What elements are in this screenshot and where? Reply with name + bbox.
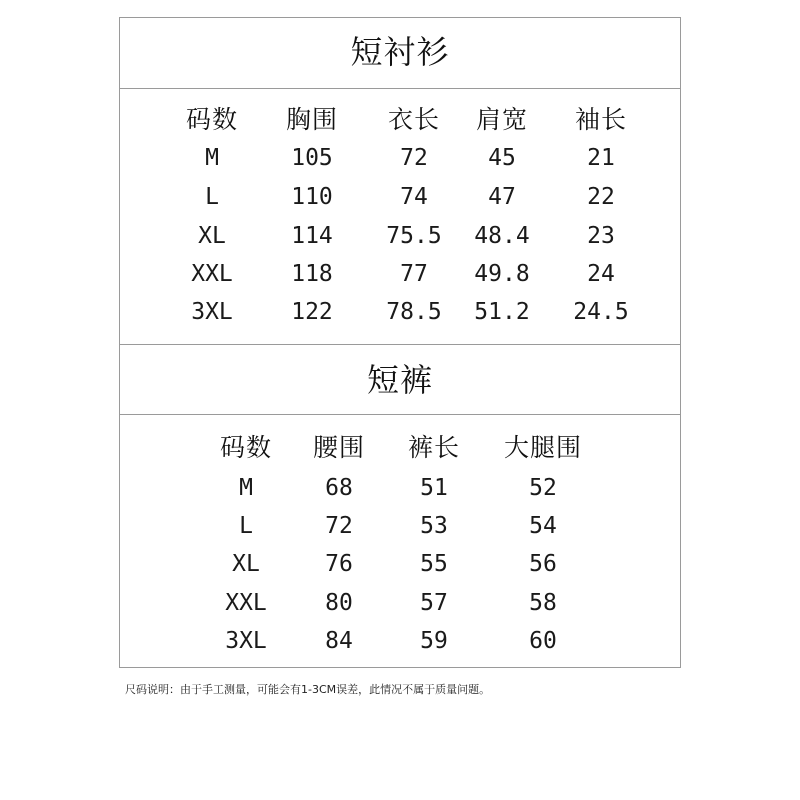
shorts-title: 短裤: [366, 361, 433, 399]
shirt-value-cell: 21: [587, 145, 615, 171]
shorts-value-cell: 55: [420, 551, 448, 577]
shirt-header-cell: 胸围: [285, 105, 339, 134]
shorts-value-cell: 57: [420, 590, 448, 616]
shorts-value-cell: 58: [529, 590, 557, 616]
shirt-value-cell: 48.4: [474, 223, 530, 249]
shirt-value-cell: 77: [400, 261, 428, 287]
shirt-value-cell: M: [205, 145, 219, 171]
shirt-value-cell: 114: [291, 223, 333, 249]
shorts-value-cell: 59: [420, 628, 448, 654]
shorts-value-cell: 84: [325, 628, 353, 654]
shirt-value-cell: 24: [587, 261, 615, 287]
shorts-value-cell: M: [239, 475, 253, 501]
shirt-value-cell: 122: [291, 299, 333, 325]
shirt-header-cell: 肩宽: [475, 105, 529, 134]
shorts-value-cell: 68: [325, 475, 353, 501]
shirt-header-cell: 码数: [185, 105, 239, 134]
shirt-value-cell: 51.2: [474, 299, 530, 325]
shirt-value-cell: 24.5: [573, 299, 629, 325]
shirt-value-cell: 75.5: [386, 223, 442, 249]
shorts-header-cell: 裤长: [407, 433, 461, 462]
shirt-value-cell: 110: [291, 184, 333, 210]
shorts-value-cell: 53: [420, 513, 448, 539]
shirt-title: 短衬衫: [350, 33, 450, 71]
shirt-value-cell: 45: [488, 145, 516, 171]
shirt-header-cell: 袖长: [574, 105, 628, 134]
size-chart: [119, 17, 681, 668]
shirt-header-cell: 衣长: [387, 105, 441, 134]
shirt-value-cell: 74: [400, 184, 428, 210]
size-note: 尺码说明：由于手工测量，可能会有1-3CM误差，此情况不属于质量问题。: [125, 683, 491, 696]
shorts-value-cell: 51: [420, 475, 448, 501]
shirt-value-cell: XL: [198, 223, 226, 249]
shirt-value-cell: 3XL: [191, 299, 233, 325]
shorts-value-cell: 80: [325, 590, 353, 616]
shorts-value-cell: 54: [529, 513, 557, 539]
divider: [120, 88, 680, 89]
shorts-value-cell: L: [239, 513, 253, 539]
divider: [120, 414, 680, 415]
shorts-value-cell: 3XL: [225, 628, 267, 654]
shorts-value-cell: XXL: [225, 590, 267, 616]
shorts-value-cell: 72: [325, 513, 353, 539]
shirt-value-cell: 47: [488, 184, 516, 210]
shirt-value-cell: XXL: [191, 261, 233, 287]
shorts-value-cell: 56: [529, 551, 557, 577]
shirt-value-cell: 22: [587, 184, 615, 210]
shirt-value-cell: 72: [400, 145, 428, 171]
divider: [120, 344, 680, 345]
shirt-value-cell: 49.8: [474, 261, 530, 287]
shorts-header-cell: 码数: [219, 433, 273, 462]
shirt-value-cell: 23: [587, 223, 615, 249]
shorts-value-cell: 52: [529, 475, 557, 501]
shorts-value-cell: 60: [529, 628, 557, 654]
shorts-header-cell: 大腿围: [503, 433, 583, 462]
shorts-header-cell: 腰围: [312, 433, 366, 462]
shirt-value-cell: 78.5: [386, 299, 442, 325]
shirt-value-cell: 118: [291, 261, 333, 287]
shorts-value-cell: 76: [325, 551, 353, 577]
shorts-value-cell: XL: [232, 551, 260, 577]
shirt-value-cell: 105: [291, 145, 333, 171]
shirt-value-cell: L: [205, 184, 219, 210]
